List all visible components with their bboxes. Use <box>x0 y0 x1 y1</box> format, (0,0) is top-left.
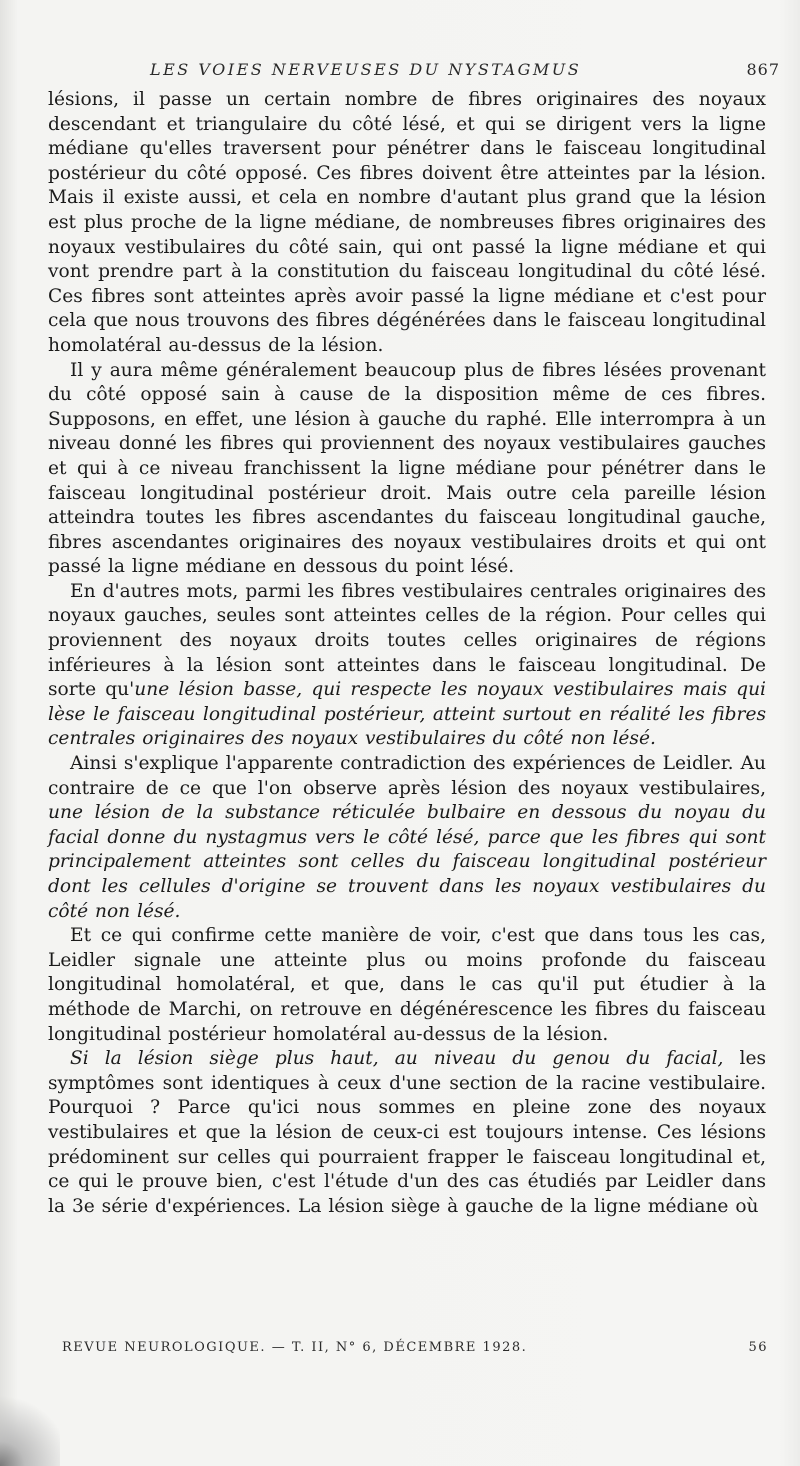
italic-text-segment: une lésion basse, qui respecte les noyaux vestibulaires mais qui lèse le faisceau longitudinal postérieur, atteint surtout en réalité les fibres centrales originaires des noyaux vestibulaires du côté non lésé. <box>48 679 766 750</box>
scan-corner-shadow <box>0 1386 60 1466</box>
body-text <box>48 88 766 1219</box>
page-number: 867 <box>746 60 780 79</box>
sheet-number: 56 <box>748 1340 768 1355</box>
italic-text-segment: Si la lésion siège plus haut, au niveau du genou du facial, <box>70 1048 724 1070</box>
text-segment: lésions, il passe un certain nombre de fibres originaires des noyaux descendant et triangulaire du côté lésé, et qui se dirigent vers la ligne médiane qu'elles traversent pour pénétrer dans le faisceau longitudinal postérieur du côté opposé. Ces fibres doivent être atteintes par la lésion. Mais il existe aussi, et cela en nombre d'autant plus grand que la lésion est plus proche de la ligne médiane, de nombreuses fibres originaires des noyaux vestibulaires du côté sain, qui ont passé la ligne médiane et qui vont prendre part à la constitution du faisceau longitudinal du côté lésé. Ces fibres sont atteintes après avoir passé la ligne médiane et c'est pour cela que nous trouvons des fibres dégénérées dans le faisceau longitudinal homolatéral au-dessus de la lésion. <box>48 89 766 356</box>
text-segment: les symptômes sont identiques à ceux d'une section de la racine vestibulaire. Pourquoi ? Parce qu'ici nous sommes en pleine zone des noyaux vestibulaires et que la lésion de ceux-ci est toujours intense. Ces lésions prédominent sur celles qui pourraient frapper le faisceau longitudinal et, ce qui le prouve bien, c'est l'étude d'un des cas étudiés par Leidler dans la 3e série d'expériences. La lésion siège à gauche de la ligne médiane où <box>48 1048 767 1217</box>
journal-citation: REVUE NEUROLOGIQUE. — T. II, N° 6, DÉCEMBRE 1928. <box>62 1340 528 1355</box>
text-segment: Il y aura même généralement beaucoup plus de fibres lésées provenant du côté opposé sain à cause de la disposition même de ces fibres. Supposons, en effet, une lésion à gauche du raphé. Elle interrompra à un niveau donné les fibres qui proviennent des noyaux vestibulaires gauches et qui à ce niveau franchissent la ligne médiane pour pénétrer dans le faisceau longitudinal postérieur droit. Mais outre cela pareille lésion atteindra toutes les fibres ascendantes du faisceau longitudinal gauche, fibres ascendantes originaires des noyaux vestibulaires droits et qui ont passé la ligne médiane en dessous du point lésé. <box>48 359 766 578</box>
paragraph <box>48 924 766 1047</box>
text-segment: En d'autres mots, parmi les fibres vestibulaires centrales originaires des noyaux gauches, seules sont atteintes celles de la région. Pour celles qui proviennent des noyaux droits toutes celles originaires de régions inférieures à la lésion sont atteintes dans le faisceau longitudinal. De sorte qu' <box>48 580 766 701</box>
text-segment: Ainsi s'explique l'apparente contradiction des expériences de Leidler. Au contraire de ce que l'on observe après lésion des noyaux vestibulaires, <box>48 753 766 799</box>
paragraph <box>48 752 766 924</box>
paragraph <box>48 88 766 359</box>
italic-text-segment: une lésion de la substance réticulée bulbaire en dessous du noyau du facial donne du nystagmus vers le côté lésé, parce que les fibres qui sont principalement atteintes sont celles du faisceau longitudinal postérieur dont les cellules d'origine se trouvent dans les noyaux vestibulaires du côté non lésé. <box>48 802 766 922</box>
page-header <box>110 60 800 84</box>
paragraph <box>48 1047 766 1219</box>
paragraph <box>48 359 766 580</box>
running-title: LES VOIES NERVEUSES DU NYSTAGMUS <box>150 60 582 79</box>
paragraph <box>48 580 766 752</box>
text-segment: Et ce qui confirme cette manière de voir, c'est que dans tous les cas, Leidler signale une atteinte plus ou moins profonde du faisceau longitudinal homolatéral, et que, dans le cas qu'il put étudier à la méthode de Marchi, on retrouve en dégénérescence les fibres du faisceau longitudinal postérieur homolatéral au-dessus de la lésion. <box>48 925 766 1045</box>
